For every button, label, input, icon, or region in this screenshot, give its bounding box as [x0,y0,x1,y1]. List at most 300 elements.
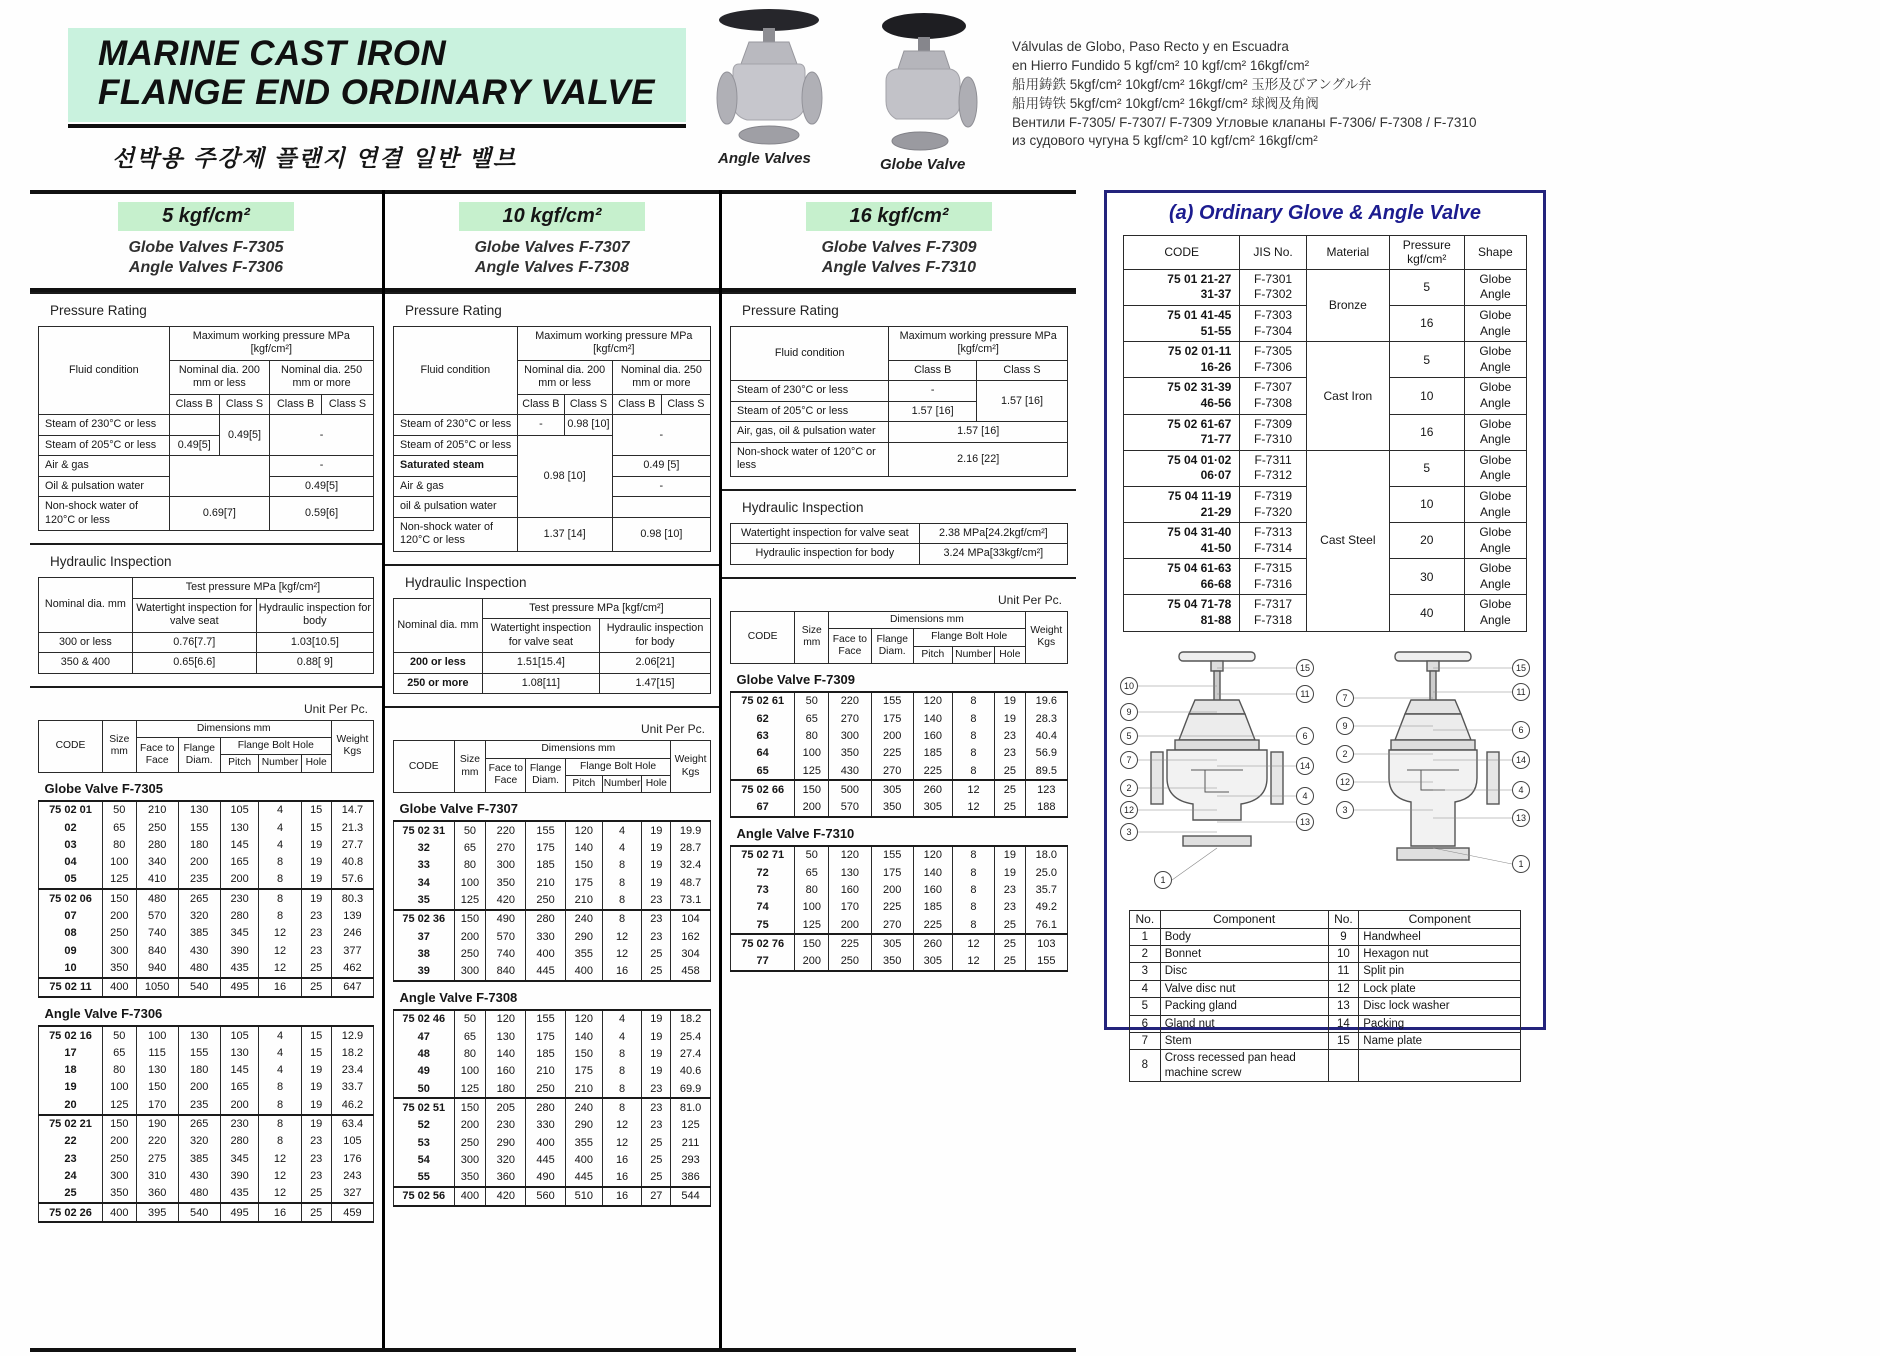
td: 0.49[5] [219,415,269,456]
table-cell: 63 [731,727,795,744]
td: Watertight inspection for valve seat [731,523,920,543]
table-cell: 23 [301,908,331,925]
tbody [394,598,711,693]
td: Non-shock water of 120°C or less [39,497,170,531]
cell-line: F-7306 [1254,359,1293,374]
table-cell: 400 [526,945,566,962]
td: Maximum working pressure MPa [kgf/cm²] [169,327,373,361]
table-cell: 40.8 [331,854,373,871]
table-cell: 240 [566,1098,603,1116]
table-cell: 73 [731,882,795,899]
table-cell: 21.3 [331,819,373,836]
table-cell: 75 [731,916,795,934]
table-cell: 12 [259,942,301,959]
table-cell: 25 [642,1151,671,1168]
table-cell: 12 [259,1167,301,1184]
tr [731,422,1068,442]
table-row [394,1046,711,1063]
table-cell: 8 [1130,1050,1161,1082]
tr [394,741,711,758]
td [169,415,219,435]
table-cell: 32 [394,840,455,857]
table-cell: 125 [795,916,829,934]
table-cell: 19 [642,1046,671,1063]
table-cell: 275 [136,1150,178,1167]
table-cell: 200 [871,882,913,899]
table-cell: 100 [454,1063,486,1080]
table-row [39,1096,374,1114]
td: Weight Kgs [1025,611,1067,663]
table-cell: 270 [871,762,913,780]
table-cell: 65 [795,864,829,881]
div: Globe Valves F-7309 [821,239,977,256]
callout-number: 3 [1342,804,1348,815]
td: Size mm [795,611,829,663]
td: Class B [612,394,661,414]
table-cell [1464,595,1526,631]
table-row [394,1169,711,1187]
table-cell: 400 [566,963,603,981]
td: 350 & 400 [39,653,133,673]
table-row [1130,1015,1521,1032]
table-cell: 200 [220,1096,259,1114]
td: No. [1130,910,1161,928]
table-cell: 2 [1130,946,1161,963]
table-cell: 480 [178,1185,220,1203]
table-cell: 10 [39,959,103,977]
table-cell: 570 [136,908,178,925]
table-row [394,963,711,981]
tr [394,517,711,551]
table-cell: 155 [526,1010,566,1028]
table-cell: 155 [178,1044,220,1061]
callout-number: 9 [1342,720,1348,731]
table-cell: 385 [178,1150,220,1167]
table-cell: 225 [829,934,871,952]
table-cell: 170 [829,899,871,916]
table-cell: 235 [178,871,220,889]
table-cell: 150 [136,1079,178,1096]
td: Nominal dia. mm [394,598,483,652]
table-cell: 08 [39,925,103,942]
table-cell: 170 [136,1096,178,1114]
table-cell: 120 [566,1010,603,1028]
globe-valve-diagram [1117,638,1317,906]
rating-label: 10 kgf/cm² [459,202,646,231]
table-cell [1306,450,1389,631]
table-cell: 37 [394,928,455,945]
panel-16kgf-header [722,190,1076,292]
td: Steam of 230°C or less [39,415,170,435]
table-row [1130,1032,1521,1049]
table-cell: 395 [136,1203,178,1222]
table-cell: 75 02 51 [394,1098,455,1116]
td: Steam of 205°C or less [39,435,170,455]
table-row [731,846,1068,864]
table-cell: 89.5 [1025,762,1067,780]
table-cell: Disc [1160,963,1328,980]
tr [394,793,711,822]
td: 250 or more [394,673,483,693]
table-cell: 23 [301,925,331,942]
table-cell: 23 [642,928,671,945]
table-row [39,819,374,836]
table-cell: 65 [454,1028,486,1045]
table-cell: 4 [602,821,642,839]
tbody [394,793,711,822]
cell-line: 20 [1420,533,1434,548]
tbody [1124,269,1527,631]
div: Hydraulic Inspection [405,574,527,590]
table-row [394,1151,711,1168]
cell-line: F-7308 [1254,395,1293,410]
table-cell: 270 [486,840,526,857]
tr [731,663,1068,692]
td: Class S [219,394,269,414]
table-cell: 235 [178,1096,220,1114]
thead [1130,910,1521,928]
table-cell [1124,595,1240,631]
tr [731,817,1068,846]
table-cell [1240,378,1306,414]
table-cell: 4 [259,819,301,836]
cell-line: Angle [1479,540,1511,555]
tbody [731,523,1068,564]
table-cell: 8 [952,882,994,899]
table-cell: 155 [1025,953,1067,971]
table-cell: 8 [259,854,301,871]
table-cell: 12 [259,925,301,942]
table-cell: 8 [259,1079,301,1096]
table-cell: 210 [566,891,603,909]
table-cell: 400 [566,1151,603,1168]
table-row [1124,342,1527,378]
table-cell: 490 [526,1169,566,1187]
table-cell: 100 [136,1026,178,1044]
table-cell: 175 [526,1028,566,1045]
table-cell: 435 [220,959,259,977]
table-cell: 25 [995,934,1025,952]
table-cell [1124,523,1240,559]
table-cell: 210 [526,1063,566,1080]
table-cell: 540 [178,978,220,997]
table-row [394,1187,711,1206]
tbody [39,801,374,997]
cell-line: Angle [1479,323,1511,338]
title-underline [68,124,686,128]
table-cell: 8 [952,762,994,780]
td: 0.59[6] [270,497,374,531]
table-row [39,1133,374,1150]
table-cell: 300 [102,942,136,959]
cell-line: Angle [1479,504,1511,519]
table-cell: 740 [486,945,526,962]
table-cell: 12 [952,780,994,798]
table-cell: 100 [102,1079,136,1096]
table-cell: 105 [220,801,259,819]
table-cell [1124,486,1240,522]
hydraulic-inspection-table [730,523,1068,565]
table-cell: 57.6 [331,871,373,889]
table-cell: 540 [178,1203,220,1222]
dimensions-section [385,706,719,1219]
table-row [394,1117,711,1134]
tr [731,327,1068,361]
td: 0.88[ 9] [256,653,373,673]
table-cell: 385 [178,925,220,942]
table-cell: 320 [178,908,220,925]
table-cell: Hexagon nut [1359,946,1521,963]
td: Nominal dia. 250 mm or more [270,360,374,394]
table-cell: 310 [136,1167,178,1184]
table-cell: 55 [394,1169,455,1187]
table-cell [1306,269,1389,341]
table-cell [1240,269,1306,305]
table-cell: 8 [602,1046,642,1063]
pressure-rating-section [385,292,719,564]
table-cell: 250 [102,1150,136,1167]
cell-line: 10 [1420,388,1434,403]
ellipse [882,13,966,39]
rect [1183,836,1251,846]
table-cell: 25 [642,1169,671,1187]
cell-line: Globe [1479,488,1512,503]
div: Globe Valves F-7307 [474,239,630,256]
table-cell: 4 [259,836,301,853]
table-cell: Body [1160,928,1328,945]
tr [731,442,1068,476]
td: Class B [270,394,322,414]
table-cell: 22 [39,1133,103,1150]
table-cell: 265 [178,1115,220,1133]
table-cell: 23 [301,1133,331,1150]
table-cell: 150 [102,889,136,907]
table-cell: 155 [871,846,913,864]
cell-line: F-7311 [1254,452,1292,467]
table-cell [1464,486,1526,522]
table-cell: 304 [671,945,711,962]
table-cell: 160 [913,882,952,899]
table-cell: 25 [995,953,1025,971]
table-cell: 54 [394,1151,455,1168]
table-cell: 19 [642,1028,671,1045]
cell-line: 75 01 21-27 [1167,271,1232,286]
table-cell: 400 [526,1134,566,1151]
td: Test pressure MPa [kgf/cm²] [482,598,710,618]
cell-line: 5 [1423,461,1431,476]
table-cell: 360 [136,1185,178,1203]
table-cell: 180 [178,1062,220,1079]
ordinary-valve-side-panel [1104,190,1546,1079]
td: Flange Bolt Hole [913,629,1025,646]
td: Class B [169,394,219,414]
table-cell: 188 [1025,799,1067,817]
td: Oil & pulsation water [39,476,170,496]
table-cell: 33.7 [331,1079,373,1096]
table-cell: 19 [301,1062,331,1079]
td: Flange Diam. [871,629,913,664]
cell-line: F-7314 [1254,540,1293,555]
table-row [39,1044,374,1061]
table-row [1130,980,1521,997]
table-cell: 410 [136,871,178,889]
table-cell: 250 [454,945,486,962]
table-cell: 330 [526,928,566,945]
cell-line: F-7315 [1254,561,1293,576]
td: Non-shock water of 120°C or less [394,517,518,551]
table-cell: 210 [136,801,178,819]
table-cell: 290 [486,1134,526,1151]
tr [39,997,374,1026]
td: 0.69[7] [169,497,270,531]
table-cell: Valve disc nut [1160,980,1328,997]
tr [39,772,374,801]
table-cell: 130 [178,801,220,819]
table-row [731,745,1068,762]
table-cell: 19 [642,1010,671,1028]
td: Class S [661,394,710,414]
cell-line: 75 04 01·02 [1167,452,1232,467]
table-cell: 16 [602,1169,642,1187]
table-cell: 5 [1130,998,1161,1015]
table-cell: 160 [829,882,871,899]
pressure-rating-table [730,326,1068,477]
table-cell: 458 [671,963,711,981]
dimensions-section [722,577,1076,984]
rating-label: 16 kgf/cm² [806,202,993,231]
table-cell: 23 [995,882,1025,899]
table-cell: 120 [566,821,603,839]
table-cell: 25 [301,1185,331,1203]
table-row [731,710,1068,727]
cell-line: 16 [1420,424,1434,439]
table-row [39,942,374,959]
table-cell: 19 [301,854,331,871]
table-cell: 200 [454,928,486,945]
table-cell: 220 [136,1133,178,1150]
callout-number: 10 [1123,680,1135,691]
table-cell: 270 [871,916,913,934]
table-cell: 53 [394,1134,455,1151]
table-cell: 211 [671,1134,711,1151]
td: 1.03[10.5] [256,632,373,652]
table-row [731,692,1068,710]
td: Flange Diam. [526,758,566,793]
table-cell: 480 [136,889,178,907]
table-cell: 570 [486,928,526,945]
table-row [394,874,711,891]
td: Globe Valve F-7309 [736,671,856,687]
table-cell: 200 [178,1079,220,1096]
callout-number: 4 [1302,790,1308,801]
table-cell [1389,269,1464,305]
cell-line: 75 01 41-45 [1167,307,1232,322]
table-cell: 25 [642,963,671,981]
cell-line: Angle [1479,576,1511,591]
cell-line: Globe [1479,380,1512,395]
table-cell: 200 [829,916,871,934]
td: Size mm [454,741,486,793]
table-cell: 495 [220,978,259,997]
table-cell: 77 [731,953,795,971]
table-cell: Split pin [1359,963,1521,980]
title-line-2: FLANGE END ORDINARY VALVE [98,73,656,113]
table-cell: 07 [39,908,103,925]
table-cell: 80 [102,1062,136,1079]
table-cell: 230 [486,1117,526,1134]
table-cell: 940 [136,959,178,977]
pressure-rating-table [38,326,374,531]
path [886,69,960,119]
td: 1.47[15] [600,673,711,693]
table-cell: 150 [454,1098,486,1116]
td: 1.51[15.4] [482,653,599,673]
table-cell: 140 [486,1046,526,1063]
table-row [1124,450,1527,486]
table-cell: 840 [136,942,178,959]
table-cell: 4 [1130,980,1161,997]
td: Component [1160,910,1328,928]
td: 1.57 [16] [976,381,1067,422]
table-cell: 25 [39,1185,103,1203]
td: 200 or less [394,653,483,673]
cell-line: 71-77 [1200,432,1232,447]
td: Face to Face [829,629,871,664]
td: 2.06[21] [600,653,711,673]
panel-16kgf [722,190,1076,1348]
table-cell: 145 [220,1062,259,1079]
div: Pressure Rating [405,303,502,318]
table-cell [1240,523,1306,559]
table-cell: 8 [602,1098,642,1116]
table-cell: 462 [331,959,373,977]
table-cell [1464,342,1526,378]
table-row [394,840,711,857]
table-cell: 510 [566,1187,603,1206]
table-cell: 15 [301,801,331,819]
table-cell [1124,269,1240,305]
table-cell [1124,305,1240,341]
table-cell [1240,305,1306,341]
table-cell: 8 [602,891,642,909]
table-cell [1124,342,1240,378]
rect [1211,661,1223,671]
table-cell: 23 [301,1167,331,1184]
table-cell: 75 02 46 [394,1010,455,1028]
table-cell: 155 [178,819,220,836]
table-cell: 305 [871,934,913,952]
table-cell: 18.2 [671,1010,711,1028]
table-cell: 420 [486,891,526,909]
panel-10kgf [382,190,722,1348]
table-cell: 243 [331,1167,373,1184]
td: Class B [517,394,565,414]
tbody [39,997,374,1026]
table-cell: 260 [913,780,952,798]
table-cell: 49 [394,1063,455,1080]
rect [1179,652,1255,661]
tbody [731,846,1068,971]
td: Class S [565,394,613,414]
table-cell: 350 [871,799,913,817]
cell-line: 46-56 [1200,395,1232,410]
tr [394,598,711,618]
table-cell: 445 [526,1151,566,1168]
table-cell: 123 [1025,780,1067,798]
table-cell: 495 [220,1203,259,1222]
table-cell: 125 [671,1117,711,1134]
td: Pressure kgf/cm² [1389,236,1464,270]
